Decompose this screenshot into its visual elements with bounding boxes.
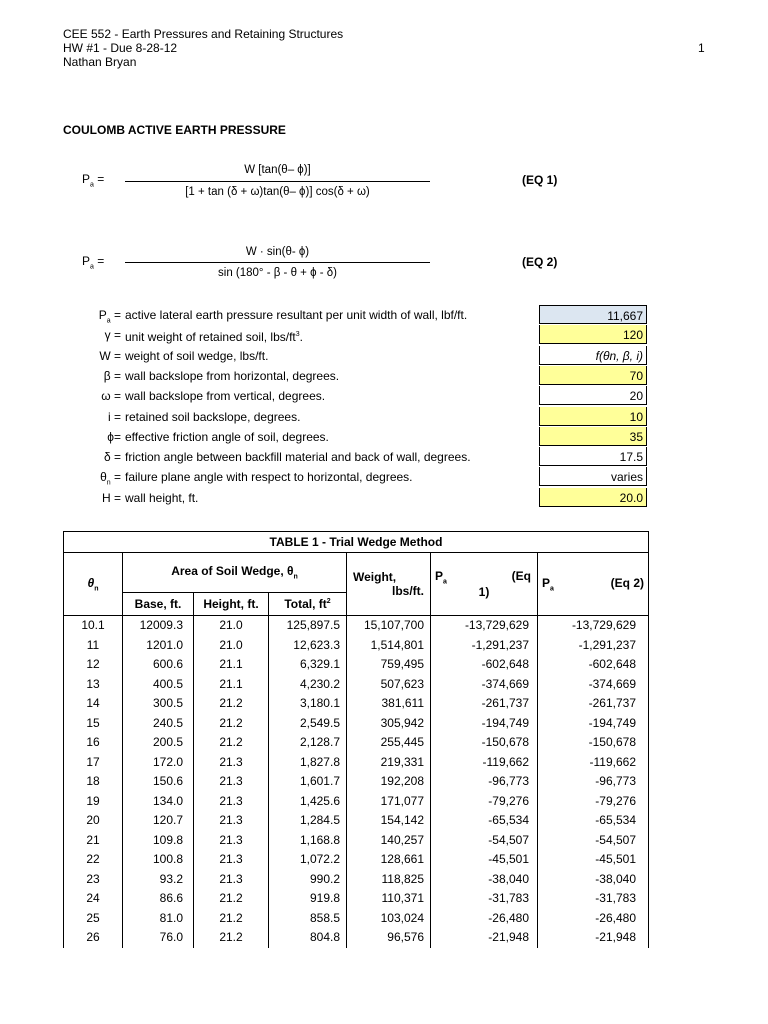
table-cell: -1,291,237 [431, 636, 538, 656]
table-cell: 21.0 [194, 616, 269, 636]
definition-row [63, 326, 653, 346]
table-cell: 11 [64, 636, 123, 656]
table-cell: 1,168.8 [269, 831, 347, 851]
table-cell: 21.3 [194, 850, 269, 870]
table-row [64, 792, 649, 812]
table-row [64, 616, 649, 636]
table-cell: 23 [64, 870, 123, 890]
definition-symbol: $\theta_n$ = [100, 470, 121, 487]
definition-value: 20.0 [539, 488, 647, 507]
table-cell: 12,623.3 [269, 636, 347, 656]
table-cell: 1,284.5 [269, 811, 347, 831]
table-cell: -96,773 [431, 772, 538, 792]
table-cell: 15 [64, 714, 123, 734]
table-cell: -13,729,629 [431, 616, 538, 636]
definition-symbol: ϕ= [107, 429, 121, 444]
table-cell: 400.5 [123, 675, 194, 695]
definition-symbol: H = [101, 490, 121, 505]
table-cell: 16 [64, 733, 123, 753]
document-header [63, 27, 343, 69]
table-cell: 19 [64, 792, 123, 812]
table-row [64, 753, 649, 773]
table-cell: 1,072.2 [269, 850, 347, 870]
definition-symbol: i = [107, 409, 121, 424]
definition-value: 70 [539, 366, 647, 385]
table-cell: 200.5 [123, 733, 194, 753]
table-cell: 109.8 [123, 831, 194, 851]
table-row [64, 675, 649, 695]
table-cell: -26,480 [431, 909, 538, 929]
eq2-lhs: $P_a$ = [82, 254, 105, 271]
hw-due-line: HW #1 - Due 8-28-12 [63, 41, 178, 55]
table-cell: 96,576 [347, 928, 431, 948]
section-title: COULOMB ACTIVE EARTH PRESSURE [63, 123, 286, 137]
table-cell: 20 [64, 811, 123, 831]
eq2-fraction-bar [125, 262, 430, 263]
table-row [64, 909, 649, 929]
definition-row [63, 306, 653, 326]
table-cell: 81.0 [123, 909, 194, 929]
table-cell: 21.2 [194, 733, 269, 753]
table-cell: 21.2 [194, 714, 269, 734]
table-cell: 17 [64, 753, 123, 773]
definition-row [63, 347, 653, 367]
table-cell: 255,445 [347, 733, 431, 753]
table-cell: 13 [64, 675, 123, 695]
table-cell: 24 [64, 889, 123, 909]
definition-text: effective friction angle of soil, degrees. [125, 429, 329, 444]
eq1-label: (EQ 1) [522, 173, 558, 187]
definition-symbol: ω = [101, 389, 121, 404]
definition-row [63, 489, 653, 509]
definition-row [63, 387, 653, 407]
table-cell: 21.2 [194, 909, 269, 929]
table-cell: -602,648 [431, 655, 538, 675]
table-cell: -150,678 [431, 733, 538, 753]
table-cell: 10.1 [64, 616, 123, 636]
table-cell: 110,371 [347, 889, 431, 909]
table-row [64, 831, 649, 851]
table-cell: -1,291,237 [538, 636, 649, 656]
table-cell: -31,783 [538, 889, 649, 909]
definition-value: f(θn, β, i) [539, 346, 647, 365]
eq2-denominator: sin (180° - β - θ + ϕ - δ) [218, 267, 337, 279]
col-header-pa-eq2: $P_a$ (Eq 2) [538, 553, 649, 616]
table-cell: 86.6 [123, 889, 194, 909]
table-cell: 120.7 [123, 811, 194, 831]
table-cell: 804.8 [269, 928, 347, 948]
table-cell: 21.2 [194, 928, 269, 948]
definition-value: 35 [539, 427, 647, 446]
table-cell: -13,729,629 [538, 616, 649, 636]
table-cell: 919.8 [269, 889, 347, 909]
table-cell: -119,662 [431, 753, 538, 773]
table-cell: -194,749 [538, 714, 649, 734]
table-cell: 76.0 [123, 928, 194, 948]
table-cell: 12009.3 [123, 616, 194, 636]
definition-text: wall height, ft. [125, 490, 199, 505]
table-cell: 21 [64, 831, 123, 851]
table-cell: -119,662 [538, 753, 649, 773]
table-cell: 100.8 [123, 850, 194, 870]
eq1-denominator: [1 + tan (δ + ω)tan(θ– ϕ)] cos(δ + ω) [185, 186, 370, 198]
table-cell: -261,737 [538, 694, 649, 714]
table-cell: -26,480 [538, 909, 649, 929]
course-title: CEE 552 - Earth Pressures and Retaining Structures [63, 27, 344, 41]
table-cell: 134.0 [123, 792, 194, 812]
definition-value: 17.5 [539, 447, 647, 466]
table-cell: 172.0 [123, 753, 194, 773]
table-row [64, 928, 649, 948]
table-cell: 21.2 [194, 889, 269, 909]
page-number: 1 [698, 41, 705, 55]
definition-row [63, 448, 653, 468]
definition-value: 10 [539, 407, 647, 426]
definition-row [63, 367, 653, 387]
table-row [64, 811, 649, 831]
definition-text: failure plane angle with respect to horizontal, degrees. [125, 470, 413, 485]
table-cell: 192,208 [347, 772, 431, 792]
table-cell: 21.1 [194, 675, 269, 695]
col-header-theta: $\theta_n$ [64, 553, 123, 616]
table-cell: -21,948 [431, 928, 538, 948]
table-cell: -261,737 [431, 694, 538, 714]
table-cell: -374,669 [431, 675, 538, 695]
table-cell: -79,276 [431, 792, 538, 812]
table-cell: 6,329.1 [269, 655, 347, 675]
eq2-label: (EQ 2) [522, 255, 558, 269]
table-cell: 2,128.7 [269, 733, 347, 753]
table-cell: 128,661 [347, 850, 431, 870]
col-header-pa-eq1: $P_a$ (Eq 1) [431, 553, 538, 616]
table-row [64, 850, 649, 870]
table-cell: 759,495 [347, 655, 431, 675]
table-cell: -54,507 [431, 831, 538, 851]
table-cell: -38,040 [431, 870, 538, 890]
table-cell: 21.2 [194, 694, 269, 714]
table-cell: 21.3 [194, 753, 269, 773]
definition-text: wall backslope from vertical, degrees. [125, 389, 326, 404]
definition-row [63, 468, 653, 488]
table-cell: 1,514,801 [347, 636, 431, 656]
col-header-area: Area of Soil Wedge, $\theta_n$ [123, 553, 347, 593]
table-cell: 93.2 [123, 870, 194, 890]
table-cell: -79,276 [538, 792, 649, 812]
definition-symbol: γ = [104, 328, 121, 343]
table-cell: -31,783 [431, 889, 538, 909]
table-cell: 240.5 [123, 714, 194, 734]
table-cell: 300.5 [123, 694, 194, 714]
eq2-numerator: W · sin(θ- ϕ) [245, 246, 310, 258]
table-row [64, 655, 649, 675]
col-header-weight: Weight, lbs/ft. [347, 553, 431, 616]
definition-text: weight of soil wedge, lbs/ft. [125, 348, 269, 363]
table-cell: -54,507 [538, 831, 649, 851]
table-cell: 171,077 [347, 792, 431, 812]
table-cell: 990.2 [269, 870, 347, 890]
table-cell: 381,611 [347, 694, 431, 714]
definition-text: friction angle between backfill material and back of wall, degrees. [125, 450, 471, 465]
table-cell: 15,107,700 [347, 616, 431, 636]
table-cell: 600.6 [123, 655, 194, 675]
table-cell: 305,942 [347, 714, 431, 734]
table-cell: 21.3 [194, 870, 269, 890]
table-cell: 2,549.5 [269, 714, 347, 734]
definition-value: 11,667 [539, 305, 647, 324]
table-cell: -45,501 [431, 850, 538, 870]
author-name: Nathan Bryan [63, 55, 137, 69]
table-cell: -602,648 [538, 655, 649, 675]
table-cell: 125,897.5 [269, 616, 347, 636]
table-cell: 12 [64, 655, 123, 675]
table-row [64, 636, 649, 656]
definition-symbol: β = [103, 368, 121, 383]
table-cell: 154,142 [347, 811, 431, 831]
table-row [64, 772, 649, 792]
definition-text: wall backslope from horizontal, degrees. [125, 368, 340, 383]
definition-text: unit weight of retained soil, lbs/$ft^3$. [125, 330, 304, 345]
table-cell: 1,425.6 [269, 792, 347, 812]
table-cell: 1,601.7 [269, 772, 347, 792]
eq1-fraction-bar [125, 181, 430, 182]
table-cell: 1,827.8 [269, 753, 347, 773]
table-cell: -65,534 [538, 811, 649, 831]
table-row [64, 733, 649, 753]
table-cell: 21.0 [194, 636, 269, 656]
table-cell: -150,678 [538, 733, 649, 753]
table-cell: -38,040 [538, 870, 649, 890]
definition-value: 120 [539, 325, 647, 344]
table-row [64, 870, 649, 890]
definition-text: active lateral earth pressure resultant per unit width of wall, lbf/ft. [125, 308, 468, 322]
table-cell: -96,773 [538, 772, 649, 792]
table-title: TABLE 1 - Trial Wedge Method [64, 532, 649, 553]
definition-text: retained soil backslope, degrees. [125, 409, 301, 424]
table-cell: 26 [64, 928, 123, 948]
table-cell: -194,749 [431, 714, 538, 734]
definition-value: 20 [539, 386, 647, 405]
eq1-lhs: $P_a$ = [82, 172, 105, 189]
table-cell: -21,948 [538, 928, 649, 948]
table-cell: 18 [64, 772, 123, 792]
table-cell: -45,501 [538, 850, 649, 870]
table-row [64, 714, 649, 734]
table-cell: 118,825 [347, 870, 431, 890]
definition-symbol: W = [99, 348, 121, 363]
table-cell: 14 [64, 694, 123, 714]
table-cell: 150.6 [123, 772, 194, 792]
col-header-height: Height, ft. [194, 593, 269, 616]
table-cell: 21.3 [194, 772, 269, 792]
table-cell: 21.3 [194, 792, 269, 812]
definition-row [63, 408, 653, 428]
definition-symbol: δ = [103, 450, 121, 465]
table-row [64, 889, 649, 909]
definition-value: varies [539, 467, 647, 486]
table-cell: 21.3 [194, 811, 269, 831]
table-cell: -65,534 [431, 811, 538, 831]
table-cell: 22 [64, 850, 123, 870]
table-cell: 21.3 [194, 831, 269, 851]
col-header-base: Base, ft. [123, 593, 194, 616]
table-cell: 858.5 [269, 909, 347, 929]
definition-symbol: $P_a$ = [98, 308, 121, 325]
eq1-numerator: W [tan(θ– ϕ)] [244, 164, 311, 176]
table-cell: 21.1 [194, 655, 269, 675]
table-cell: 25 [64, 909, 123, 929]
table-row [64, 694, 649, 714]
trial-wedge-table [63, 531, 649, 948]
table-cell: 103,024 [347, 909, 431, 929]
table-cell: 4,230.2 [269, 675, 347, 695]
definition-row [63, 428, 653, 448]
table-cell: 1201.0 [123, 636, 194, 656]
table-cell: 507,623 [347, 675, 431, 695]
table-cell: 140,257 [347, 831, 431, 851]
table-cell: -374,669 [538, 675, 649, 695]
table-cell: 219,331 [347, 753, 431, 773]
col-header-total: Total, $ft^2$ [269, 593, 347, 616]
table-cell: 3,180.1 [269, 694, 347, 714]
